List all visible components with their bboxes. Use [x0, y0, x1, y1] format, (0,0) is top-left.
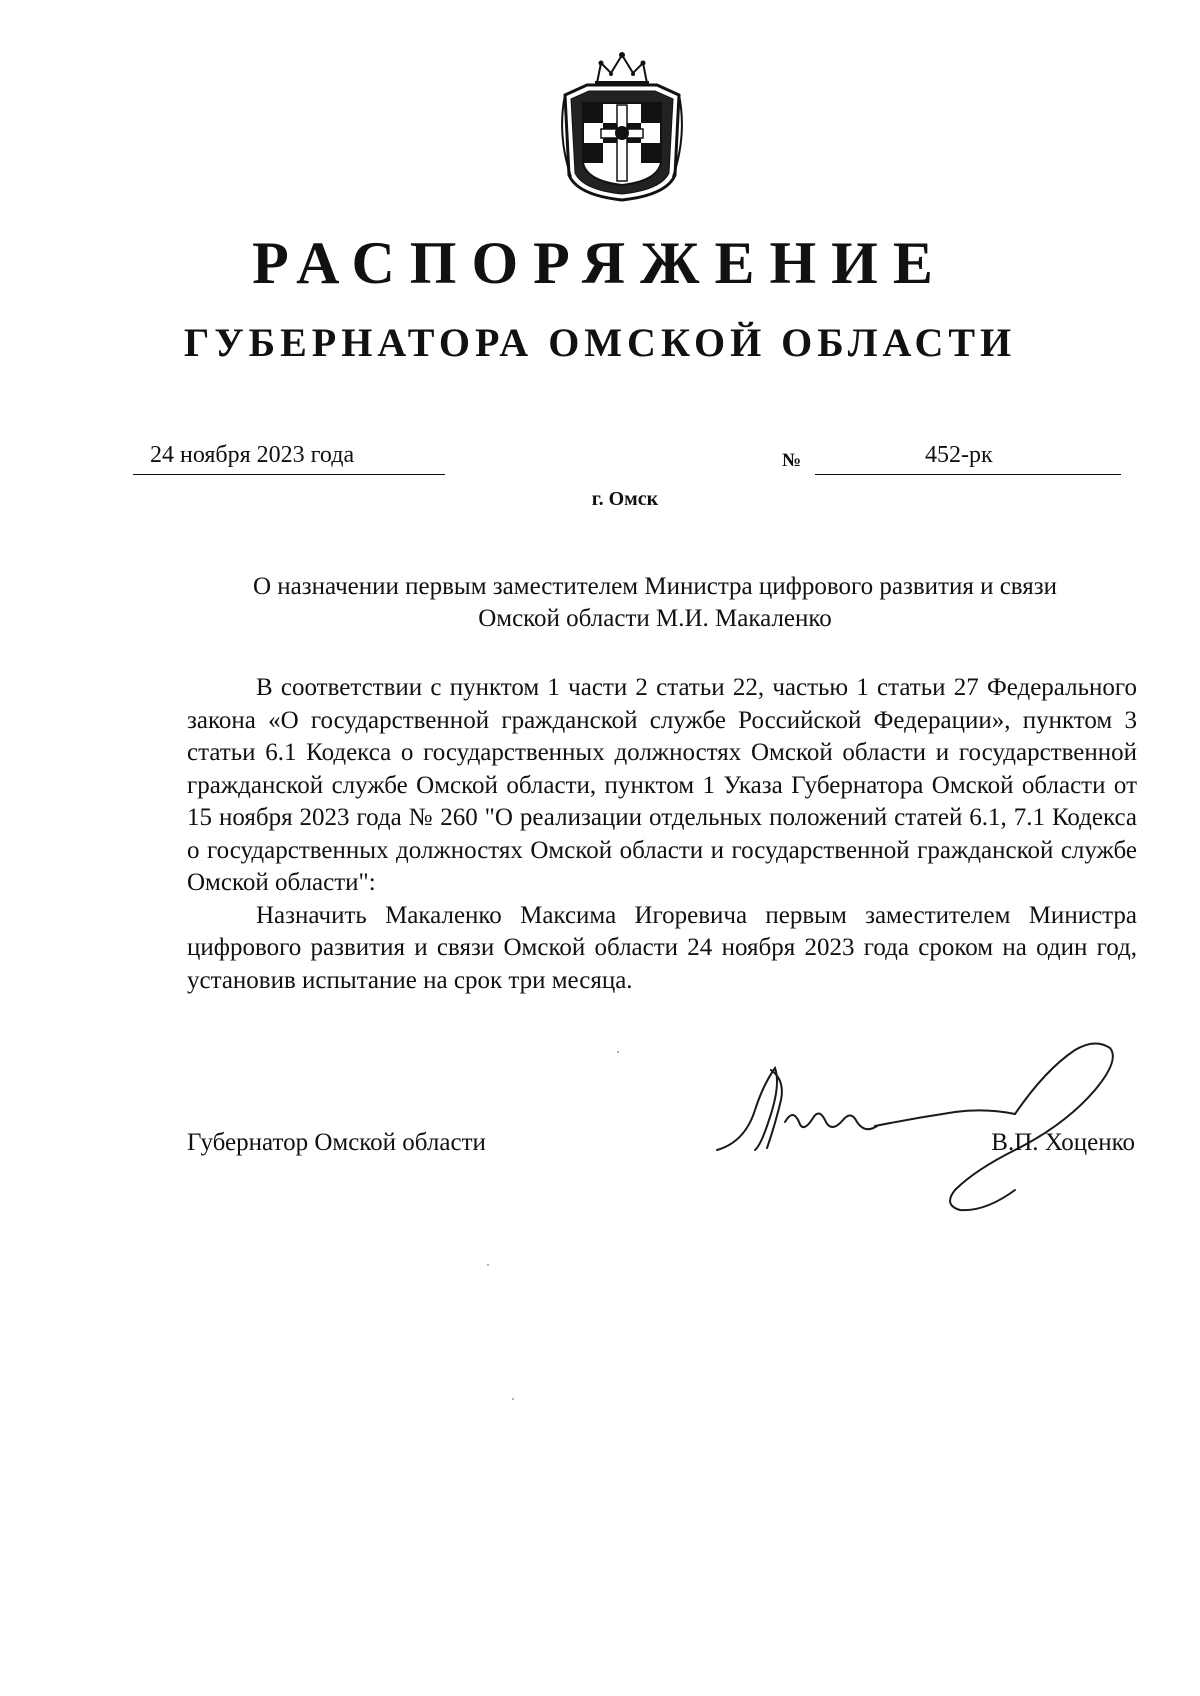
signatory-name: В.П. Хоценко — [991, 1129, 1135, 1156]
document-subject — [170, 571, 1140, 635]
document-city: г. Омск — [591, 488, 659, 510]
document-type-title: РАСПОРЯЖЕНИЕ — [252, 230, 948, 296]
body-paragraph-basis: В соответствии с пунктом 1 части 2 статьи 22, частью 1 статьи 27 Федерального закона «О государственной гражданской службе Российской Федерации», пунктом 3 статьи 6.1 Кодекса о государственных должностях Омской области и государственной гражданской службе Омской области, пунктом 1 Указа Губернатора Омской области от 15 ноября 2023 года № 260 "О реализации отдельных положений статей 6.1, 7.1 Кодекса о государственных должностях Омской области и государственной гражданской службе Омской области": — [187, 674, 1137, 896]
coat-of-arms-icon — [557, 45, 687, 205]
document-date-field — [133, 440, 445, 475]
body-paragraph-order: Назначить Макаленко Максима Игоревича первым заместителем Министра цифрового развития и связи Омской области 24 ноября 2023 года сроком на один год, установив испытание на срок три месяца. — [187, 901, 1137, 994]
scan-speck — [512, 1398, 514, 1400]
issuer-title: ГУБЕРНАТОРА ОМСКОЙ ОБЛАСТИ — [183, 320, 1017, 365]
subject-line-2: Омской области М.И. Макаленко — [478, 605, 832, 632]
scan-speck — [617, 1051, 619, 1053]
scan-speck — [487, 1264, 489, 1266]
document-date: 24 ноября 2023 года — [150, 442, 355, 468]
number-sign: № — [782, 450, 802, 471]
subject-line-1: О назначении первым заместителем Министра цифрового развития и связи — [252, 573, 1058, 600]
signatory-position: Губернатор Омской области — [187, 1129, 486, 1156]
document-number: 452-рк — [925, 442, 993, 468]
document-number-field — [815, 440, 1121, 475]
document-body — [187, 672, 1137, 997]
